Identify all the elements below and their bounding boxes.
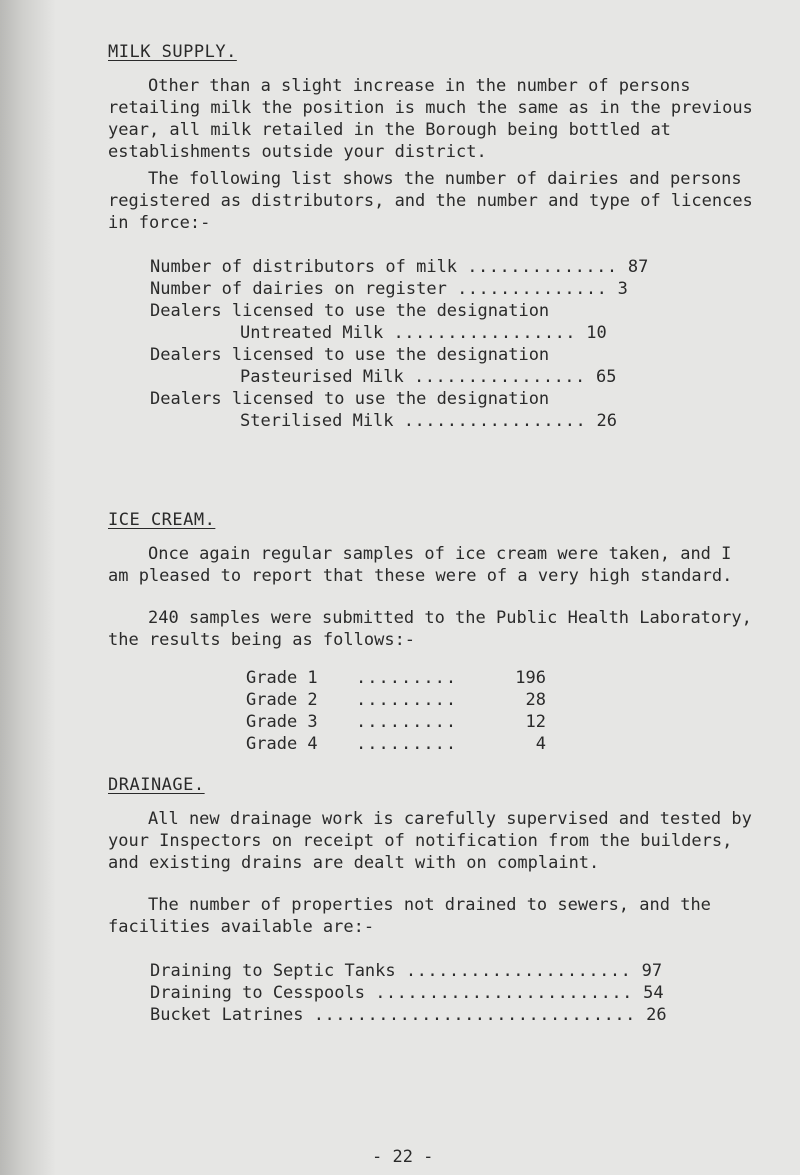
ice-cream-grade-list [246, 667, 546, 755]
drainage-facility-list [150, 960, 667, 1026]
grade-row: Grade 4 ......... 4 [246, 734, 546, 754]
ice-cream-heading: ICE CREAM. [108, 510, 216, 530]
milk-supply-paragraph-2: The following list shows the number of dairies and persons registered as distributors, and the number and type of licences in force:- [108, 169, 753, 233]
list-item: Draining to Cesspools ........................ 54 [150, 983, 664, 1003]
list-item-continuation: Pasteurised Milk ................ 65 [240, 367, 617, 387]
page-number: - 22 - [372, 1147, 434, 1167]
ice-cream-paragraph-1: Once again regular samples of ice cream were taken, and I am pleased to report that these were of a very high standard. [108, 544, 733, 586]
list-item: Dealers licensed to use the designation [150, 301, 550, 321]
drainage-paragraph-2: The number of properties not drained to sewers, and the facilities available are:- [108, 895, 711, 937]
list-item: Bucket Latrines .............................. 26 [150, 1005, 667, 1025]
list-item: Dealers licensed to use the designation [150, 345, 550, 365]
grade-row: Grade 1 ......... 196 [246, 668, 546, 688]
list-item-continuation: Untreated Milk ................. 10 [240, 323, 607, 343]
milk-supply-paragraph-1: Other than a slight increase in the number of persons retailing milk the position is much the same as in the previous year, all milk retailed in the Borough being bottled at establishments outside your district. [108, 76, 753, 162]
list-item: Number of distributors of milk .............. 87 [150, 257, 649, 277]
milk-licence-list [150, 256, 648, 432]
grade-row: Grade 2 ......... 28 [246, 690, 546, 710]
milk-supply-heading: MILK SUPPLY. [108, 42, 237, 62]
drainage-heading: DRAINAGE. [108, 775, 205, 795]
ice-cream-paragraph-2: 240 samples were submitted to the Public Health Laboratory, the results being as follows:- [108, 608, 752, 650]
drainage-paragraph-1: All new drainage work is carefully supervised and tested by your Inspectors on receipt of notification from the builders, and existing drains are dealt with on complaint. [108, 809, 752, 873]
scan-edge-shadow [0, 0, 56, 1175]
list-item: Number of dairies on register .............. 3 [150, 279, 628, 299]
list-item: Draining to Septic Tanks ..................... 97 [150, 961, 663, 981]
grade-row: Grade 3 ......... 12 [246, 712, 546, 732]
list-item: Dealers licensed to use the designation [150, 389, 550, 409]
list-item-continuation: Sterilised Milk ................. 26 [240, 411, 618, 431]
